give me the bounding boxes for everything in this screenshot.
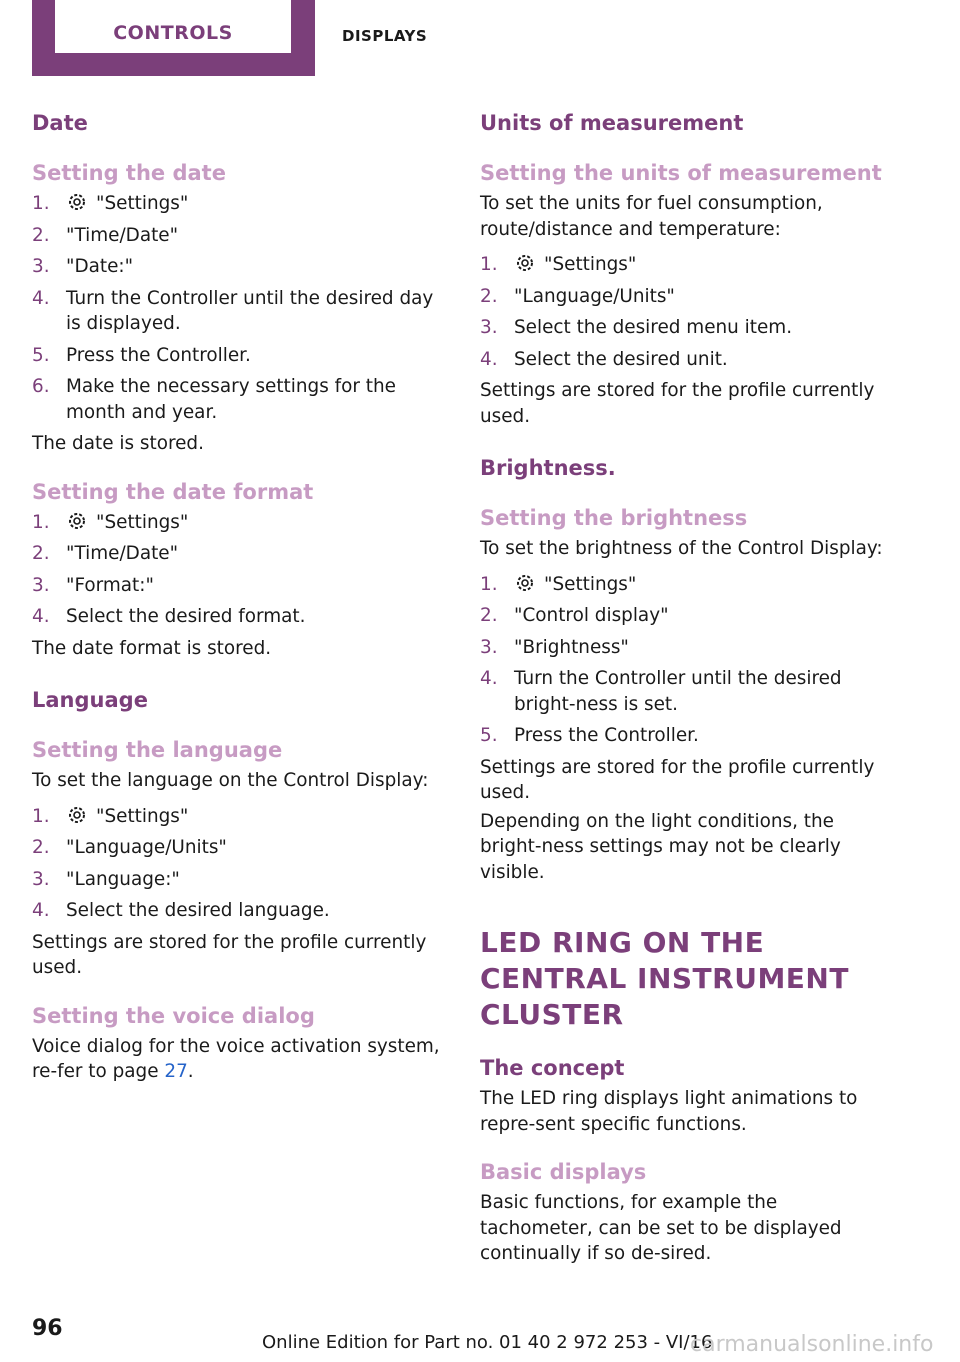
language-heading: Language — [32, 688, 148, 712]
setting-date-format-steps — [32, 510, 444, 630]
setting-date-format-heading: Setting the date format — [32, 479, 314, 504]
page-number: 96 — [32, 1316, 63, 1341]
footer-edition: Online Edition for Part no. 01 40 2 972 253 - VI/16 — [262, 1332, 713, 1353]
setting-brightness-steps — [480, 572, 892, 749]
setting-units-heading: Setting the units of measurement — [480, 161, 882, 185]
list-item: 5. Press the Controller. — [480, 725, 699, 746]
setting-date-steps — [32, 191, 444, 425]
led-ring-heading: LED RING ON THE CENTRAL INSTRUMENT CLUSTER — [480, 926, 849, 1031]
list-item: 1. "Settings" — [480, 573, 637, 595]
list-item: 2. "Time/Date" — [32, 543, 179, 564]
tab-controls[interactable]: CONTROLS — [113, 22, 233, 44]
list-item: 5. Press the Controller. — [32, 344, 251, 366]
concept-text: The LED ring displays light animations to repre‐sent specific functions. — [480, 1088, 858, 1135]
settings-gear-icon — [514, 572, 536, 594]
settings-gear-icon — [66, 191, 88, 213]
date-heading: Date — [32, 111, 88, 135]
language-stored-note: Settings are stored for the profile currently used. — [32, 931, 427, 978]
list-item: 3. Select the desired menu item. — [480, 317, 793, 338]
tab-displays[interactable]: DISPLAYS — [342, 27, 428, 45]
list-item: 4. Turn the Controller until the desired day is displayed. — [32, 287, 434, 334]
list-item: 3. "Language:" — [32, 868, 180, 890]
concept-heading: The concept — [480, 1056, 625, 1080]
list-item: 3. "Date:" — [32, 256, 134, 277]
list-item: 3. "Brightness" — [480, 636, 629, 658]
list-item: 2. "Time/Date" — [32, 224, 179, 246]
date-format-stored-note: The date format is stored. — [32, 637, 272, 659]
setting-units-steps — [480, 252, 892, 372]
voice-dialog-text: Voice dialog for the voice activation system, re‐fer to page 27. — [32, 1035, 440, 1082]
units-heading: Units of measurement — [480, 111, 744, 135]
list-item: 1. "Settings" — [480, 254, 637, 275]
watermark: carmanualsonline.info — [690, 1332, 934, 1357]
setting-voice-dialog-heading: Setting the voice dialog — [32, 1003, 315, 1028]
list-item: 2. "Control display" — [480, 605, 669, 626]
list-item: 2. "Language/Units" — [32, 837, 227, 858]
list-item: 2. "Language/Units" — [480, 285, 675, 307]
setting-language-heading: Setting the language — [32, 738, 283, 762]
brightness-stored-note: Settings are stored for the profile currently used. — [480, 756, 875, 803]
setting-brightness-heading: Setting the brightness — [480, 506, 748, 530]
basic-displays-text: Basic functions, for example the tachometer, can be set to be displayed continually if so de‐sired. — [480, 1192, 842, 1264]
list-item: 1. "Settings" — [32, 193, 189, 214]
list-item: 3. "Format:" — [32, 574, 154, 596]
setting-date-heading: Setting the date — [32, 161, 226, 185]
setting-language-intro: To set the language on the Control Display: — [32, 770, 429, 791]
setting-brightness-intro: To set the brightness of the Control Display: — [480, 538, 883, 559]
list-item: 4. Select the desired language. — [32, 900, 330, 921]
units-stored-note: Settings are stored for the profile currently used. — [480, 380, 875, 427]
list-item: 4. Select the desired unit. — [480, 348, 728, 370]
list-item: 4. Select the desired format. — [32, 606, 306, 627]
basic-displays-heading: Basic displays — [480, 1160, 647, 1184]
list-item: 1. "Settings" — [32, 805, 189, 827]
setting-units-intro: To set the units for fuel consumption, route/distance and temperature: — [480, 193, 823, 240]
setting-language-steps — [32, 804, 444, 924]
list-item: 6. Make the necessary settings for the month and year. — [32, 376, 396, 423]
settings-gear-icon — [514, 252, 536, 274]
settings-gear-icon — [66, 510, 88, 532]
list-item: 4. Turn the Controller until the desired bright‐ness is set. — [480, 668, 842, 715]
settings-gear-icon — [66, 804, 88, 826]
right-column — [480, 108, 892, 1267]
list-item: 1. "Settings" — [32, 511, 189, 533]
page-link[interactable]: 27 — [164, 1061, 188, 1082]
date-stored-note: The date is stored. — [32, 433, 204, 454]
brightness-heading: Brightness. — [480, 456, 616, 480]
brightness-visibility-note: Depending on the light conditions, the bright‐ness settings may not be clearly visible. — [480, 810, 841, 883]
left-column — [32, 108, 444, 1085]
